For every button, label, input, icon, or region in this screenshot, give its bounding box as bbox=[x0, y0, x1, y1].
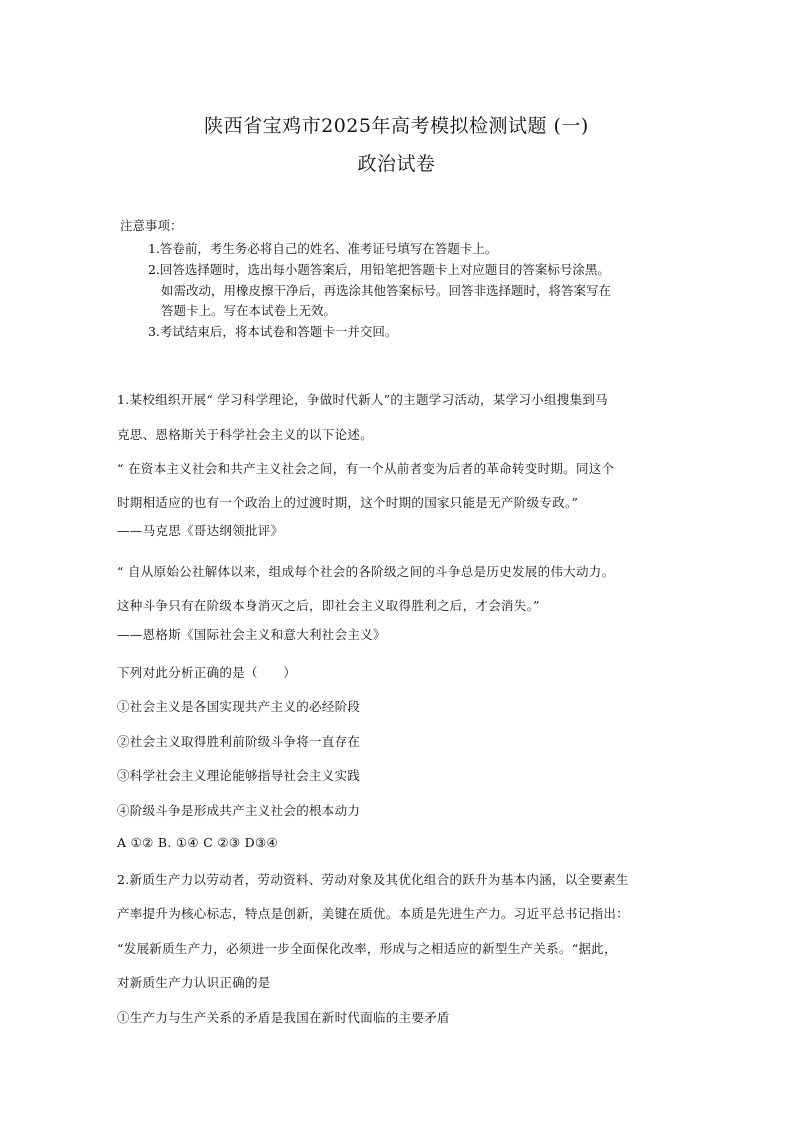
answer-options: A ①② B. ①④ C ②③ D③④ bbox=[117, 835, 278, 850]
notice-line: 3.考试结束后，将本试卷和答题卡一并交回。 bbox=[148, 324, 398, 339]
question-1-stem: 1.某校组织开展“ 学习科学理论，争做时代新人”的主题学习活动，某学习小组搜集到马 bbox=[117, 392, 608, 407]
question-prompt: 下列对此分析正确的是（ ） bbox=[117, 665, 297, 680]
question-2-stem: 对新质生产力认识正确的是 bbox=[117, 975, 271, 990]
quote-marx: 时期相适应的也有一个政治上的过渡时期，这个时期的国家只能是无产阶级专政。” bbox=[117, 495, 579, 510]
quote-marx-source: ——马克思《哥达纲领批评》 bbox=[117, 523, 284, 538]
statement-item: ③科学社会主义理论能够指导社会主义实践 bbox=[117, 768, 361, 783]
notice-line: 如需改动，用橡皮擦干净后，再选涂其他答案标号。回答非选择题时，将答案写在 bbox=[161, 283, 612, 298]
quote-engels: 这种斗争只有在阶级本身消灭之后，即社会主义取得胜利之后，才会消失。” bbox=[117, 598, 540, 613]
notice-line: 1.答卷前，考生务必将自己的姓名、准考证号填写在答题卡上。 bbox=[148, 241, 498, 256]
document-title: 陕西省宝鸡市2025年高考模拟检测试题 (一) bbox=[204, 115, 589, 137]
quote-marx: “ 在资本主义社会和共产主义社会之间，有一个从前者变为后者的革命转变时期。同这个 bbox=[117, 461, 615, 476]
question-2-stem: “发展新质生产力，必须进一步全面保化改率，形成与之相适应的新型生产关系。“据此， bbox=[117, 941, 617, 956]
statement-item: ①社会主义是各国实现共产主义的必经阶段 bbox=[117, 699, 361, 714]
question-2-stem: 产率提升为核心标志，特点是创新，美键在质优。本质是先进生产力。习近平总书记指出： bbox=[117, 906, 630, 921]
statement-item: ④阶级斗争是形成共产主义社会的根本动力 bbox=[117, 803, 361, 818]
quote-engels-source: ——恩格斯《国际社会主义和意大利社会主义》 bbox=[117, 627, 386, 642]
question-1-stem: 克思、恩格斯关于科学社会主义的以下论述。 bbox=[117, 427, 374, 442]
document-subtitle: 政治试卷 bbox=[357, 153, 436, 175]
statement-item: ①生产力与生产关系的矛盾是我国在新时代面临的主要矛盾 bbox=[117, 1010, 450, 1025]
notice-heading: 注意事项： bbox=[120, 218, 183, 233]
notice-line: 2.回答选择题时，选出每小题答案后，用铅笔把答题卡上对应题目的答案标号涂黑。 bbox=[148, 262, 610, 277]
statement-item: ②社会主义取得胜利前阶级斗争将一直存在 bbox=[117, 734, 361, 749]
question-2-stem: 2.新质生产力以劳动者，劳动资料、劳动对象及其优化组合的跃升为基本内涵，以全要素生 bbox=[117, 872, 629, 887]
quote-engels: “ 自从原始公社解体以来，组成每个社会的各阶级之间的斗争总是历史发展的伟大动力。 bbox=[117, 564, 615, 579]
notice-line: 答题卡上。写在本试卷上无效。 bbox=[161, 303, 337, 318]
